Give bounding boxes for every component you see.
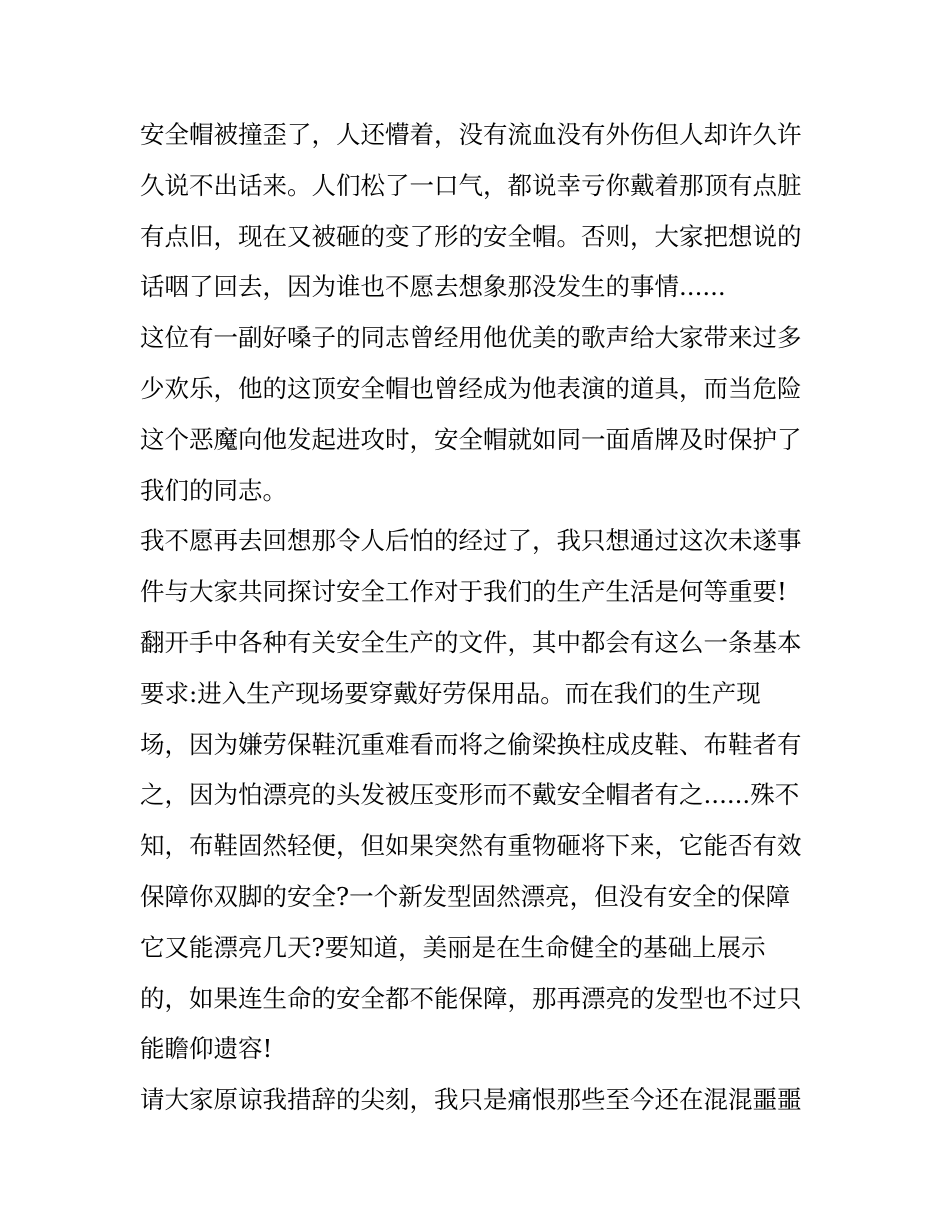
text-line: 的，如果连生命的安全都不能保障，那再漂亮的发型也不过只	[140, 983, 802, 1013]
text-line: 我不愿再去回想那令人后怕的经过了，我只想通过这次未遂事	[140, 526, 802, 556]
text-line: 安全帽被撞歪了，人还懵着，没有流血没有外伤但人却许久许	[140, 120, 802, 149]
body-text	[140, 110, 830, 1126]
text-line: 这个恶魔向他发起进攻时，安全帽就如同一面盾牌及时保护了	[140, 424, 802, 454]
text-line: 这位有一副好嗓子的同志曾经用他优美的歌声给大家带来过多	[140, 323, 802, 353]
text-line: 少欢乐，他的这顶安全帽也曾经成为他表演的道具，而当危险	[140, 373, 802, 403]
text-line: 久说不出话来。人们松了一口气，都说幸亏你戴着那顶有点脏	[140, 170, 802, 200]
text-line: 有点旧，现在又被砸的变了形的安全帽。否则，大家把想说的	[140, 221, 802, 251]
text-line: 之，因为怕漂亮的头发被压变形而不戴安全帽者有之......殊不	[140, 780, 800, 810]
text-line: 保障你双脚的安全?一个新发型固然漂亮，但没有安全的保障	[140, 881, 791, 911]
text-line: 能瞻仰遗容!	[140, 1034, 273, 1064]
text-line: 它又能漂亮几天?要知道，美丽是在生命健全的基础上展示	[140, 932, 766, 962]
text-line: 知，布鞋固然轻便，但如果突然有重物砸将下来，它能否有效	[140, 831, 802, 861]
text-line: 翻开手中各种有关安全生产的文件，其中都会有这么一条基本	[140, 627, 802, 657]
text-line: 要求:进入生产现场要穿戴好劳保用品。而在我们的生产现	[140, 678, 761, 708]
text-line: 场，因为嫌劳保鞋沉重难看而将之偷梁换柱成皮鞋、布鞋者有	[140, 729, 802, 759]
text-line: 件与大家共同探讨安全工作对于我们的生产生活是何等重要!	[140, 577, 787, 607]
text-line: 请大家原谅我措辞的尖刻，我只是痛恨那些至今还在混混噩噩	[140, 1085, 802, 1115]
text-line: 话咽了回去，因为谁也不愿去想象那没发生的事情......	[140, 272, 726, 302]
text-line: 我们的同志。	[140, 475, 287, 505]
